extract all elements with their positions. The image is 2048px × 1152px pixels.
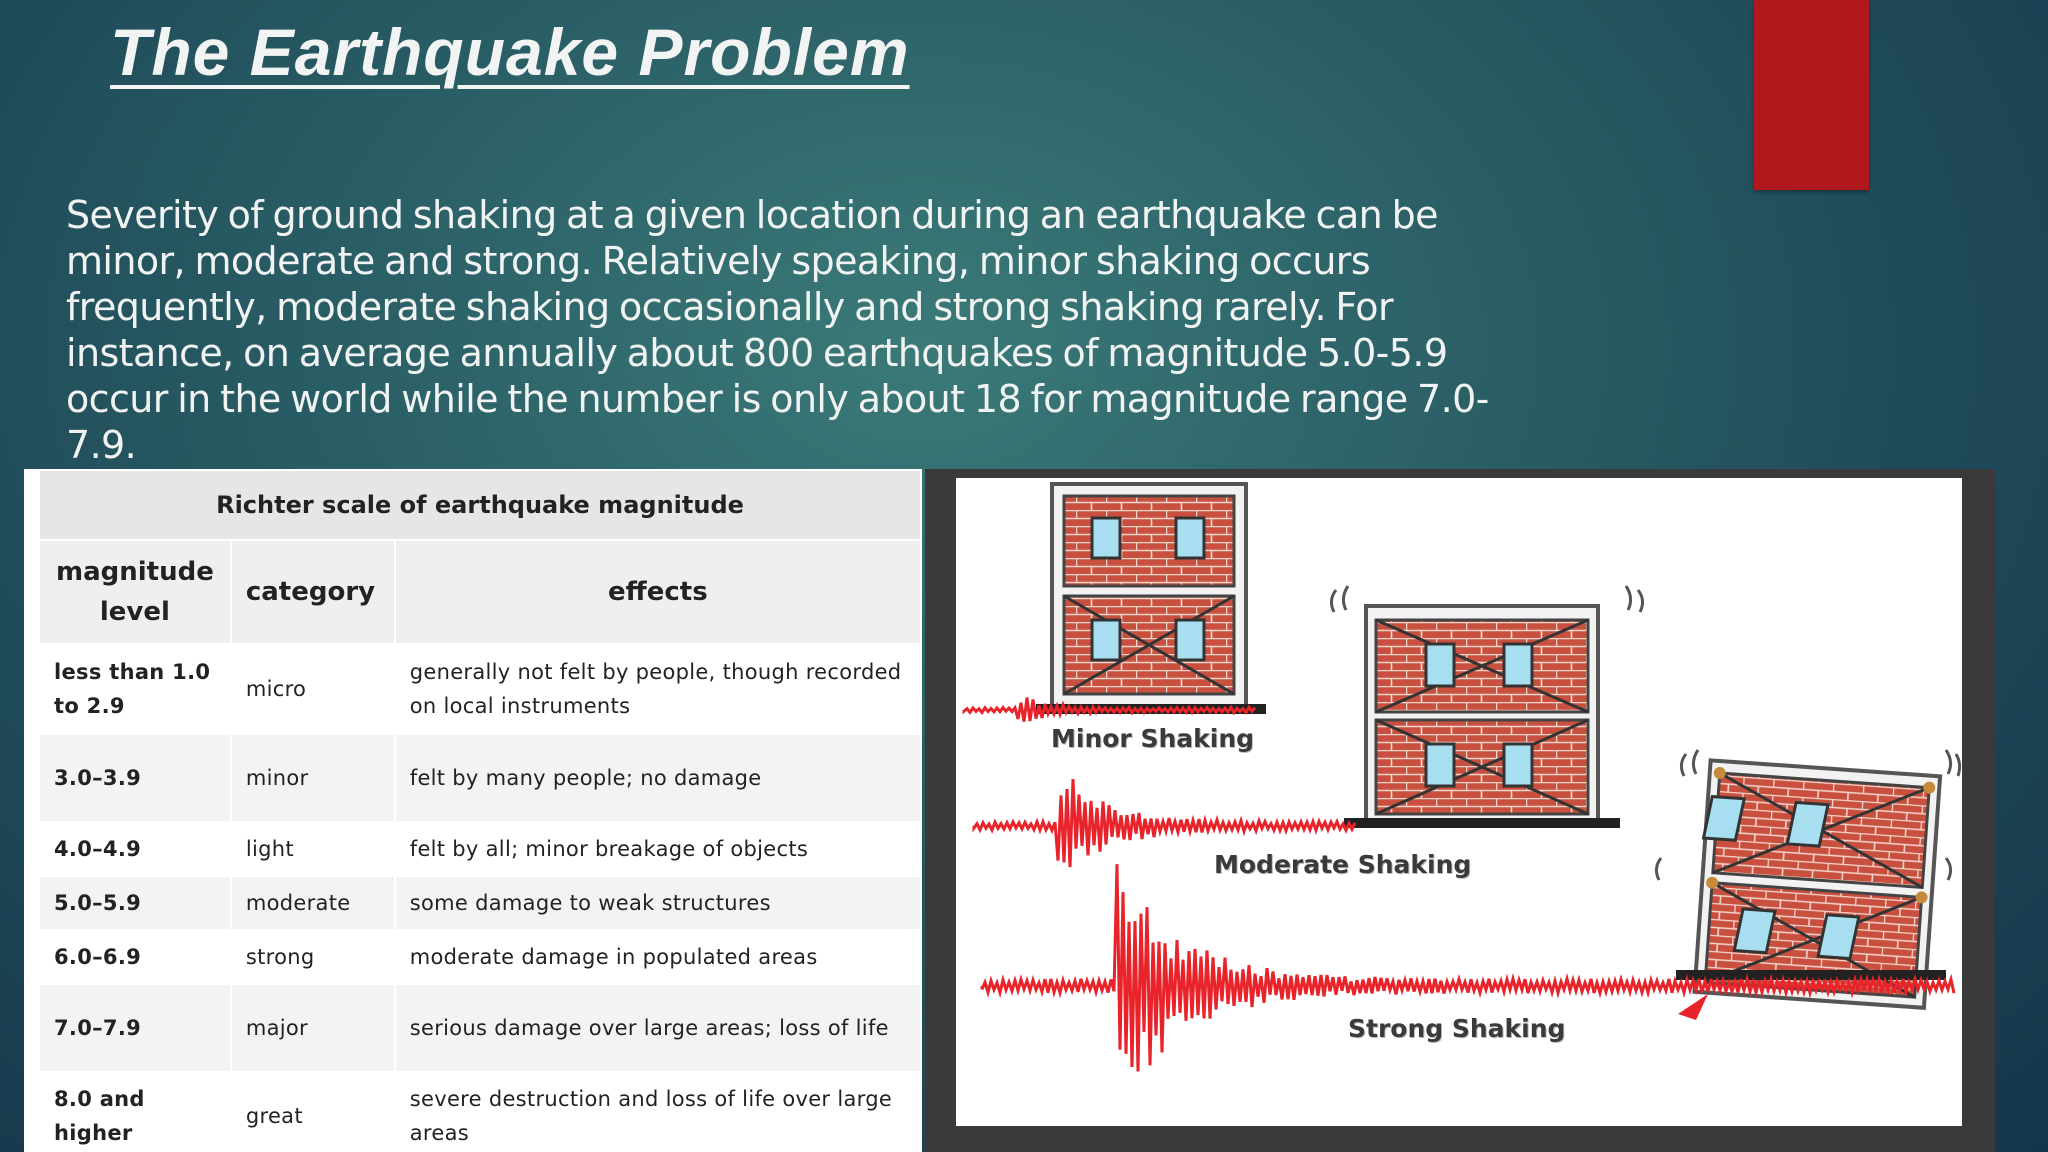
table-row <box>39 734 921 822</box>
effects-cell: serious damage over large areas; loss of life <box>395 984 921 1072</box>
magnitude-cell: 8.0 and higher <box>39 1072 231 1152</box>
magnitude-cell: 4.0–4.9 <box>39 822 231 876</box>
richter-table <box>38 469 922 1152</box>
building-moderate <box>1331 586 1642 828</box>
magnitude-cell: 7.0–7.9 <box>39 984 231 1072</box>
building-minor <box>1036 484 1266 714</box>
category-cell: major <box>231 984 395 1072</box>
category-cell: strong <box>231 930 395 984</box>
magnitude-cell: less than 1.0 to 2.9 <box>39 644 231 734</box>
header-effects: effects <box>395 540 921 644</box>
magnitude-cell: 3.0–3.9 <box>39 734 231 822</box>
table-row <box>39 1072 921 1152</box>
magnitude-cell: 5.0–5.9 <box>39 876 231 930</box>
table-row <box>39 822 921 876</box>
effects-cell: felt by all; minor breakage of objects <box>395 822 921 876</box>
label-minor-shaking: Minor Shaking <box>1051 724 1255 753</box>
slide-body-text: Severity of ground shaking at a given location during an earthquake can be minor, moderate and strong. Relatively speaking, minor shaking occurs frequently, moderate shaking occasionally and strong shaking rarely. For instance, on average annually about 800 earthquakes of magnitude 5.0-5.9 occur in the world while the number is only about 18 for magnitude range 7.0-7.9. <box>66 193 1489 467</box>
category-cell: light <box>231 822 395 876</box>
effects-cell: generally not felt by people, though recorded on local instruments <box>395 644 921 734</box>
richter-table-panel <box>24 469 922 1152</box>
table-row <box>39 644 921 734</box>
table-row <box>39 984 921 1072</box>
category-cell: moderate <box>231 876 395 930</box>
shaking-illustration <box>956 478 1962 1126</box>
category-cell: minor <box>231 734 395 822</box>
category-cell: great <box>231 1072 395 1152</box>
header-category: category <box>231 540 395 644</box>
magnitude-cell: 6.0–6.9 <box>39 930 231 984</box>
effects-cell: moderate damage in populated areas <box>395 930 921 984</box>
effects-cell: some damage to weak structures <box>395 876 921 930</box>
slide-title: The Earthquake Problem <box>110 15 910 89</box>
table-row <box>39 876 921 930</box>
effects-cell: severe destruction and loss of life over large areas <box>395 1072 921 1152</box>
header-magnitude: magnitude level <box>39 540 231 644</box>
table-row <box>39 930 921 984</box>
effects-cell: felt by many people; no damage <box>395 734 921 822</box>
table-caption: Richter scale of earthquake magnitude <box>39 470 921 540</box>
accent-bar <box>1754 0 1869 190</box>
category-cell: micro <box>231 644 395 734</box>
label-moderate-shaking: Moderate Shaking <box>1214 850 1472 879</box>
label-strong-shaking: Strong Shaking <box>1348 1014 1566 1043</box>
